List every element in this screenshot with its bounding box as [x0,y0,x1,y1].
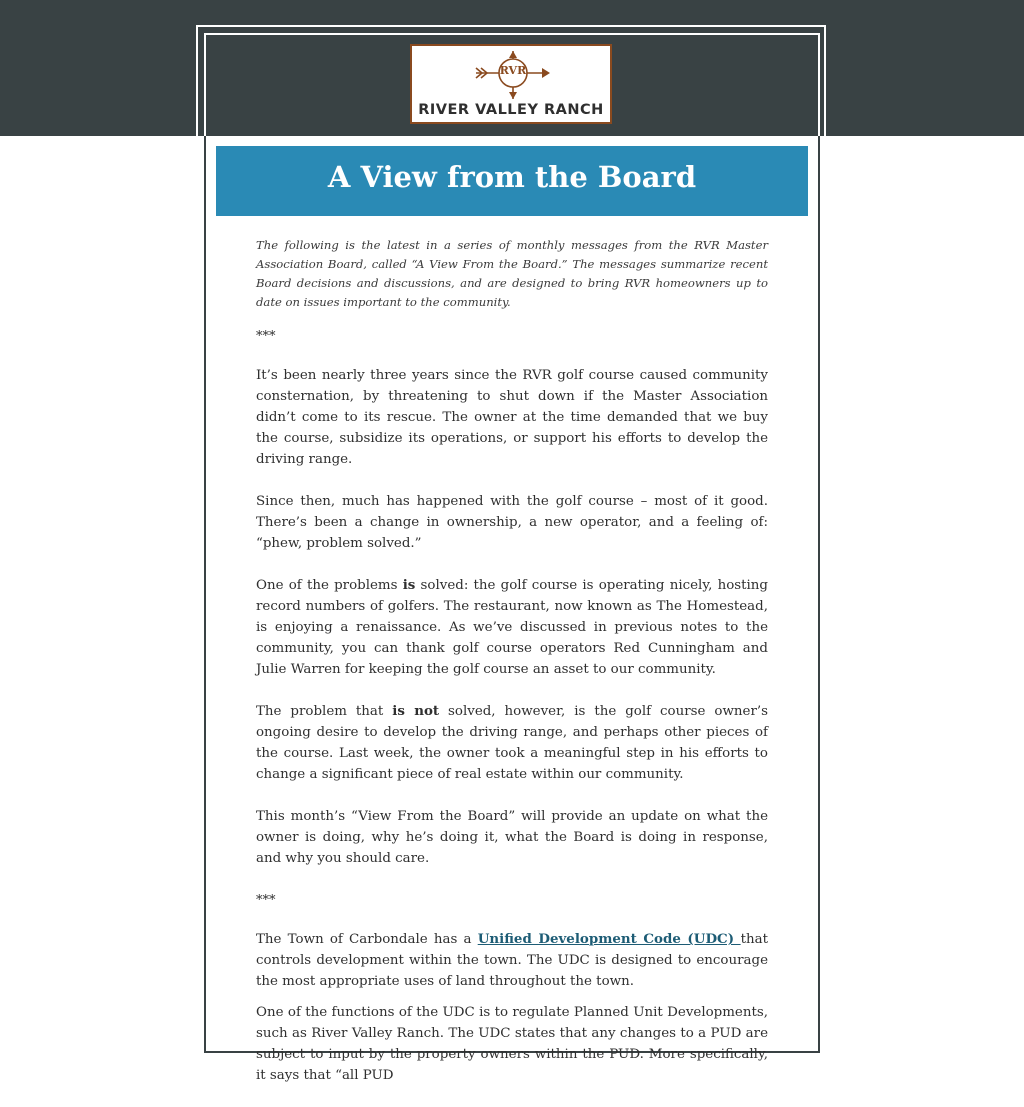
article-body [256,236,768,1107]
paragraph-6-before: The Town of Carbondale has a [256,932,478,947]
page-title: A View from the Board [216,146,808,216]
paragraph-3-before: One of the problems [256,578,403,593]
paragraph-6 [256,929,768,992]
paragraph-3-after: solved: the golf course is operating nicely, hosting record numbers of golfers. The restaurant, now known as The Homestead, is enjoying a renaissance. As we’ve discussed in previous notes to the community, you can thank golf course operators Red Cunningham and Julie Warren for keeping the golf course an asset to our community. [256,578,768,677]
paragraph-4-after: solved, however, is the golf course owner’s ongoing desire to develop the driving range, and perhaps other pieces of the course. Last week, the owner took a meaningful step in his efforts to change a significant piece of real estate within our community. [256,704,768,782]
udc-link[interactable]: Unified Development Code (UDC) [477,931,741,947]
paragraph-3-bold: is [402,577,416,593]
separator-2: *** [256,893,276,908]
paragraph-4 [256,701,768,785]
paragraph-3 [256,575,768,680]
paragraph-1: It’s been nearly three years since the RVR golf course caused community consternation, by threatening to shut down if the Master Association didn’t come to its rescue. The owner at the time demanded that we buy the course, subsidize its operations, or support his efforts to develop the driving range. [256,368,768,467]
logo[interactable] [410,44,612,124]
paragraph-7: One of the functions of the UDC is to regulate Planned Unit Developments, such as River Valley Ranch. The UDC states that any changes to a PUD are subject to input by the property owners within the PUD. More specifically, it says that “all PUD [256,1005,768,1083]
paragraph-5: This month’s “View From the Board” will provide an update on what the owner is doing, why he’s doing it, what the Board is doing in response, and why you should care. [256,809,768,866]
paragraph-2: Since then, much has happened with the golf course – most of it good. There’s been a change in ownership, a new operator, and a feeling of: “phew, problem solved.” [256,494,768,551]
intro-text: The following is the latest in a series of monthly messages from the RVR Master Association Board, called “A View From the Board.” The messages summarize recent Board decisions and discussions, and are designed to bring RVR homeowners up to date on issues important to the community. [256,238,768,309]
paragraph-4-before: The problem that [256,704,393,719]
logo-name: RIVER VALLEY RANCH [418,102,604,118]
paragraph-6-after: that controls development within the town. The UDC is designed to encourage the most appropriate uses of land throughout the town. [256,932,768,989]
paragraph-4-bold: is not [392,703,440,719]
logo-monogram: RVR [499,64,527,77]
separator: *** [256,329,276,344]
